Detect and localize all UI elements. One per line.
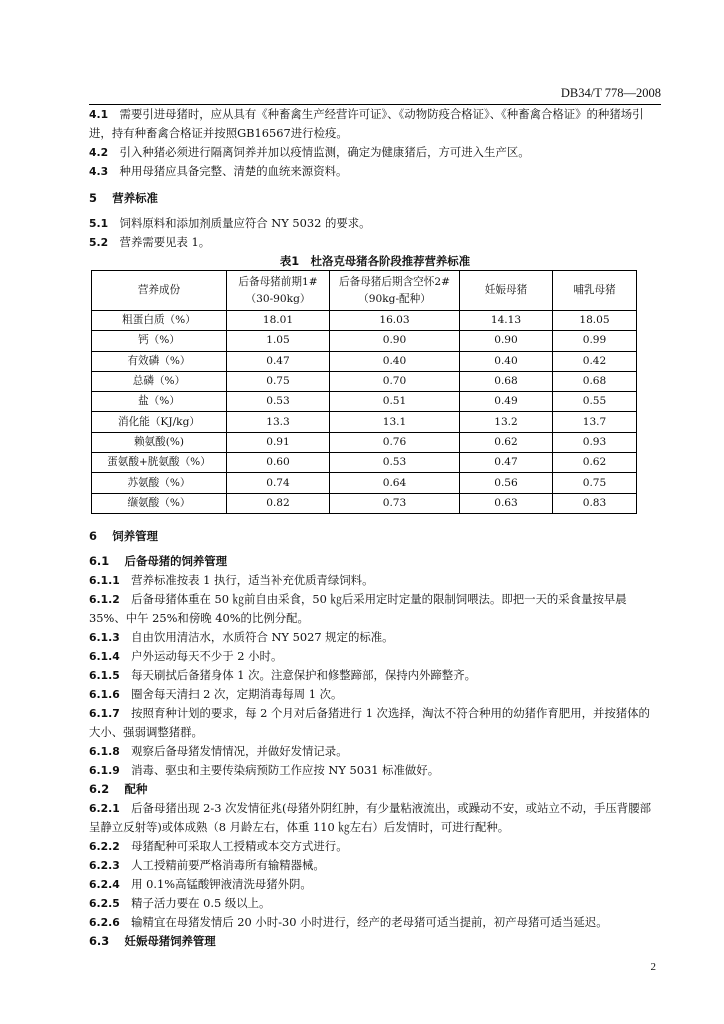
clause: [89, 571, 661, 590]
nutrient-name: 缬氨酸（%）: [92, 493, 227, 513]
clause-text: 人工授精前要严格消毒所有输精器械。: [131, 857, 325, 872]
page-content: [89, 105, 661, 951]
nutrient-name: 盐（%）: [92, 392, 227, 412]
nutrient-value: 0.47: [460, 453, 553, 473]
nutrient-value: 0.64: [330, 473, 460, 493]
nutrient-name: 粗蛋白质（%）: [92, 311, 227, 331]
subsection-6-1-heading: [89, 552, 661, 571]
column-header: 营养成份: [92, 271, 227, 311]
subsection-6-3-heading: [89, 932, 661, 951]
clause-number: 6.1.6: [89, 687, 120, 701]
table-row: [92, 412, 637, 432]
nutrient-value: 16.03: [330, 311, 460, 331]
section-title: 配种: [124, 781, 148, 796]
subsection-6-1-list: [89, 571, 661, 780]
nutrient-value: 13.1: [330, 412, 460, 432]
table-row: [92, 392, 637, 412]
nutrient-value: 0.68: [460, 371, 553, 391]
section-4-list: [89, 105, 661, 181]
nutrient-value: 0.42: [553, 351, 637, 371]
clause-text: 需要引进母猪时，应从具有《种畜禽生产经营许可证》、《动物防疫合格证》、《种畜禽合格证》的种猪场引进，持有种畜禽合格证并按照GB16567进行检疫。: [89, 107, 644, 140]
clause-number: 6.1.2: [89, 592, 120, 606]
subsection-6-2-list: [89, 799, 661, 932]
clause: [89, 799, 661, 837]
nutrient-name: 总磷（%）: [92, 371, 227, 391]
nutrient-value: 0.70: [330, 371, 460, 391]
table-row: [92, 473, 637, 493]
column-header: 哺乳母猪: [553, 271, 637, 311]
section-title: 饲养管理: [112, 528, 158, 543]
table-row: [92, 493, 637, 513]
clause-text: 每天刷拭后备猪身体 1 次。注意保护和修整蹄部，保持内外蹄整齐。: [131, 667, 476, 682]
nutrient-name: 有效磷（%）: [92, 351, 227, 371]
nutrient-value: 0.40: [460, 351, 553, 371]
clause: [89, 704, 661, 742]
nutrient-name: 赖氨酸(%): [92, 432, 227, 452]
clause-text: 精子活力要在 0.5 级以上。: [131, 895, 271, 910]
nutrient-value: 0.82: [227, 493, 330, 513]
clause-number: 6.1.3: [89, 630, 120, 644]
table-row: [92, 432, 637, 452]
section-number: 5: [89, 191, 97, 205]
clause: [89, 894, 661, 913]
clause-number: 5.1: [89, 217, 109, 230]
nutrient-value: 0.74: [227, 473, 330, 493]
nutrient-value: 0.76: [330, 432, 460, 452]
column-header: 妊娠母猪: [460, 271, 553, 311]
section-number: 6: [89, 528, 97, 543]
clause-number: 4.3: [89, 165, 109, 178]
section-6-heading: [89, 527, 661, 546]
nutrient-value: 0.51: [330, 392, 460, 412]
table-row: [92, 371, 637, 391]
clause-number: 6.1.5: [89, 668, 120, 682]
table-body: [92, 311, 637, 514]
clause-number: 6.2.2: [89, 839, 120, 853]
nutrient-value: 0.60: [227, 453, 330, 473]
clause-number: 6.2.4: [89, 877, 120, 891]
document-code: DB34/T 778—2008: [560, 86, 661, 100]
nutrient-value: 18.01: [227, 311, 330, 331]
clause-text: 引入种猪必须进行隔离饲养并加以疫情监测，确定为健康猪后，方可进入生产区。: [119, 145, 530, 159]
clause: [89, 761, 661, 780]
clause-text: 母猪配种可采取人工授精或本交方式进行。: [131, 838, 348, 853]
nutrient-value: 0.62: [460, 432, 553, 452]
nutrient-value: 0.49: [460, 392, 553, 412]
page-number: 2: [650, 961, 656, 973]
nutrient-value: 13.2: [460, 412, 553, 432]
nutrient-value: 13.3: [227, 412, 330, 432]
clause-number: 6.1.1: [89, 573, 120, 587]
clause: [89, 837, 661, 856]
table-row: [92, 351, 637, 371]
nutrient-value: 14.13: [460, 311, 553, 331]
clause-number: 4.1: [89, 108, 109, 121]
nutrient-value: 0.56: [460, 473, 553, 493]
section-title: 营养标准: [112, 191, 158, 205]
clause-number: 5.2: [89, 236, 109, 249]
clause-number: 6.1.4: [89, 649, 120, 663]
clause: [89, 742, 661, 761]
clause-text: 种用母猪应具备完整、清楚的血统来源资料。: [119, 164, 348, 178]
clause: [89, 913, 661, 932]
clause-number: 6.1.7: [89, 706, 120, 720]
clause-text: 按照育种计划的要求，每 2 个月对后备猪进行 1 次选择，淘汰不符合种用的幼猪作育肥用，并按猪体的大小、强弱调整猪群。: [89, 705, 650, 739]
nutrient-value: 0.83: [553, 493, 637, 513]
section-5-list: [89, 214, 661, 252]
clause: [89, 685, 661, 704]
nutrient-value: 0.75: [227, 371, 330, 391]
section-5-heading: [89, 189, 661, 208]
table-caption: 表1 杜洛克母猪各阶段推荐营养标准: [279, 254, 471, 268]
nutrient-name: 蛋氨酸+胱氨酸（%）: [92, 453, 227, 473]
table-header-row: [92, 271, 637, 311]
nutrient-value: 0.68: [553, 371, 637, 391]
clause: [89, 875, 661, 894]
nutrient-value: 0.90: [460, 331, 553, 351]
nutrient-value: 0.73: [330, 493, 460, 513]
nutrient-value: 0.93: [553, 432, 637, 452]
column-header: 后备母猪前期1# （30-90kg）: [227, 271, 330, 311]
nutrient-value: 0.62: [553, 453, 637, 473]
clause: [89, 233, 661, 252]
section-title: 妊娠母猪饲养管理: [124, 933, 216, 948]
clause-number: 4.2: [89, 146, 109, 159]
table-row: [92, 453, 637, 473]
clause-text: 后备母猪体重在 50 ㎏前自由采食，50 ㎏后采用定时定量的限制饲喂法。即把一天的采食量按早晨 35%、中午 25%和傍晚 40%的比例分配。: [89, 591, 631, 625]
nutrient-value: 0.99: [553, 331, 637, 351]
section-number: 6.2: [89, 781, 110, 796]
clause: [89, 162, 661, 181]
nutrient-value: 0.90: [330, 331, 460, 351]
nutrient-value: 0.53: [227, 392, 330, 412]
clause: [89, 647, 661, 666]
clause-text: 户外运动每天不少于 2 小时。: [131, 648, 283, 663]
nutrient-value: 0.91: [227, 432, 330, 452]
clause-text: 自由饮用清洁水，水质符合 NY 5027 规定的标准。: [131, 629, 394, 644]
clause-text: 消毒、驱虫和主要传染病预防工作应按 NY 5031 标准做好。: [131, 762, 440, 777]
clause: [89, 590, 661, 628]
clause: [89, 105, 661, 143]
clause-text: 营养标准按表 1 执行，适当补充优质青绿饲料。: [131, 572, 374, 587]
nutrient-value: 0.40: [330, 351, 460, 371]
clause-number: 6.2.5: [89, 896, 120, 910]
table-row: [92, 311, 637, 331]
clause-number: 6.2.3: [89, 858, 120, 872]
nutrient-value: 18.05: [553, 311, 637, 331]
clause-text: 用 0.1%高锰酸钾液清洗母猪外阴。: [131, 876, 312, 891]
clause-number: 6.1.9: [89, 763, 120, 777]
clause-text: 后备母猪出现 2-3 次发情征兆(母猪外阴红肿，有少量粘液流出，或躁动不安，或站立不动，手压背腰部呈静立反射等)或体成熟（8 月龄左右，体重 110 ㎏左右）后发情时，可进行配种。: [89, 800, 651, 834]
clause-text: 营养需要见表 1。: [119, 235, 211, 249]
clause: [89, 856, 661, 875]
nutrient-value: 0.63: [460, 493, 553, 513]
section-number: 6.3: [89, 933, 110, 948]
nutrition-table: [91, 270, 637, 514]
clause: [89, 214, 661, 233]
nutrient-value: 0.53: [330, 453, 460, 473]
section-title: 后备母猪的饲养管理: [124, 553, 228, 568]
nutrient-value: 0.47: [227, 351, 330, 371]
nutrient-value: 0.55: [553, 392, 637, 412]
nutrient-name: 钙（%）: [92, 331, 227, 351]
section-number: 6.1: [89, 553, 110, 568]
nutrient-value: 1.05: [227, 331, 330, 351]
clause: [89, 666, 661, 685]
nutrient-name: 苏氨酸（%）: [92, 473, 227, 493]
clause: [89, 143, 661, 162]
clause: [89, 628, 661, 647]
clause-number: 6.1.8: [89, 744, 120, 758]
clause-text: 饲料原料和添加剂质量应符合 NY 5032 的要求。: [119, 216, 371, 230]
clause-number: 6.2.6: [89, 915, 120, 929]
clause-text: 圈舍每天清扫 2 次，定期消毒每周 1 次。: [131, 686, 343, 701]
table-row: [92, 331, 637, 351]
clause-text: 输精宜在母猪发情后 20 小时-30 小时进行，经产的老母猪可适当提前，初产母猪可适当延迟。: [131, 914, 608, 929]
nutrient-value: 0.75: [553, 473, 637, 493]
clause-text: 观察后备母猪发情情况，并做好发情记录。: [131, 743, 348, 758]
clause-number: 6.2.1: [89, 801, 120, 815]
nutrient-value: 13.7: [553, 412, 637, 432]
nutrient-name: 消化能（KJ/kg）: [92, 412, 227, 432]
subsection-6-2-heading: [89, 780, 661, 799]
column-header: 后备母猪后期含空怀2# （90kg-配种）: [330, 271, 460, 311]
